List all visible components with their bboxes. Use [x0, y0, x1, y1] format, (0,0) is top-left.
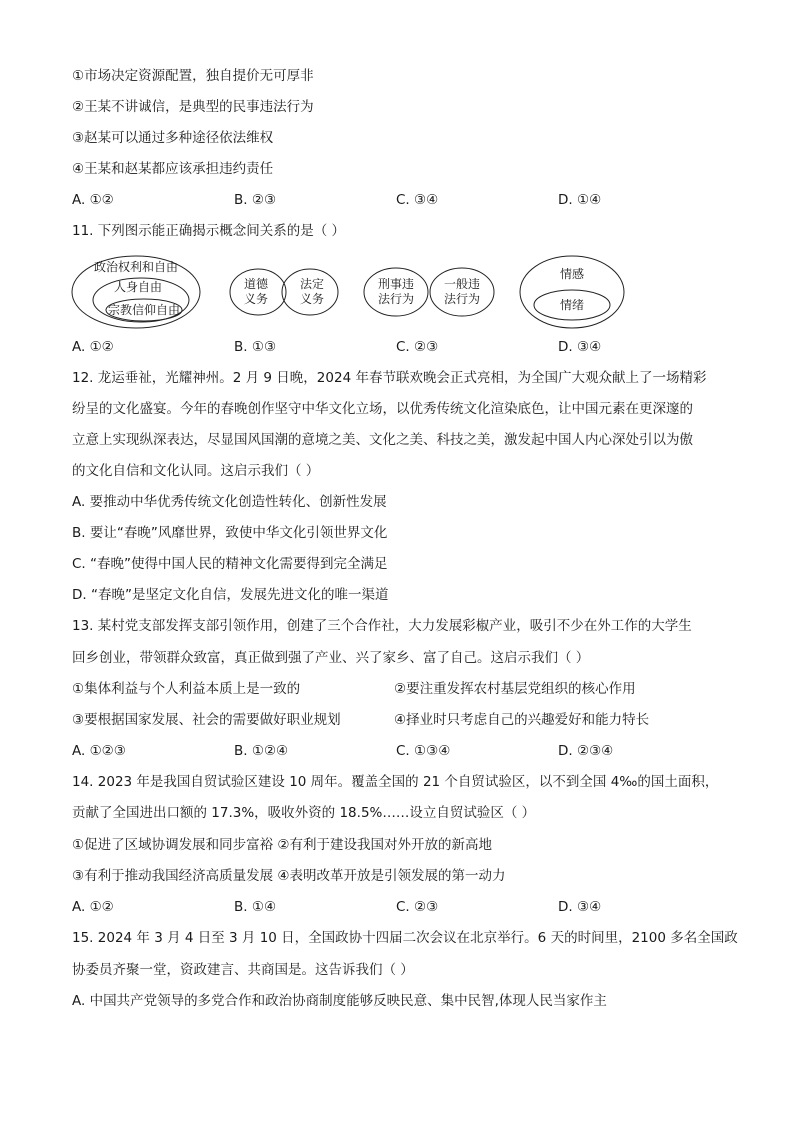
- fig1-mid-label: 人身自由: [113, 280, 163, 294]
- q11-figures: [70, 252, 710, 332]
- fig4-inner-label: 情绪: [559, 298, 585, 312]
- fig3-left-label-1: 刑事违: [377, 277, 415, 291]
- q13-item-4: ④择业时只考虑自己的兴趣爱好和能力特长: [394, 712, 650, 728]
- fig3-right-label-2: 法行为: [443, 292, 481, 306]
- fig1-inner-label: 宗教信仰自由: [107, 303, 181, 317]
- q10-item-2: ②王某不讲诚信，是典型的民事违法行为: [72, 99, 314, 115]
- q10-option-d: D. ①④: [558, 192, 602, 208]
- fig3-left-label-2: 法行为: [377, 292, 415, 306]
- fig2-left-label-2: 义务: [243, 292, 269, 306]
- q14-line-1: 14. 2023 年是我国自贸试验区建设 10 周年。覆盖全国的 21 个自贸试验区，以不到全国 4‰的国土面积，: [72, 774, 719, 790]
- q14-items-row-2: ③有利于推动我国经济高质量发展 ④表明改革开放是引领发展的第一动力: [72, 868, 506, 884]
- q14-option-d: D. ③④: [558, 899, 602, 915]
- q12-option-a: A. 要推动中华优秀传统文化创造性转化、创新性发展: [72, 494, 387, 510]
- q10-item-3: ③赵某可以通过多种途径依法维权: [72, 130, 274, 146]
- q13-line-2: 回乡创业，带领群众致富，真正做到强了产业、兴了家乡、富了自己。这启示我们（ ）: [72, 650, 590, 666]
- q10-option-a: A. ①②: [72, 192, 114, 208]
- q12-line-4: 的文化自信和文化认同。这启示我们（ ）: [72, 463, 320, 479]
- q11-option-c: C. ②③: [396, 339, 439, 355]
- q15-line-2: 协委员齐聚一堂，资政建言、共商国是。这告诉我们（ ）: [72, 962, 414, 978]
- q10-item-4: ④王某和赵某都应该承担违约责任: [72, 161, 274, 177]
- q14-option-c: C. ②③: [396, 899, 439, 915]
- fig2-right-label-2: 义务: [299, 292, 325, 306]
- q11-figure-4: [520, 256, 624, 328]
- q10-item-1: ①市场决定资源配置，独自提价无可厚非: [72, 68, 314, 84]
- q14-line-2: 贡献了全国进出口额的 17.3%，吸收外资的 18.5%……设立自贸试验区（ ）: [72, 805, 536, 821]
- q13-option-a: A. ①②③: [72, 743, 126, 759]
- q11-option-d: D. ③④: [558, 339, 602, 355]
- fig2-right-label-1: 法定: [299, 277, 325, 291]
- q13-item-2: ②要注重发挥农村基层党组织的核心作用: [394, 681, 636, 697]
- q14-items-row-1: ①促进了区域协调发展和同步富裕 ②有利于建设我国对外开放的新高地: [72, 837, 492, 853]
- q12-line-2: 纷呈的文化盛宴。今年的春晚创作坚守中华文化立场，以优秀传统文化渲染底色，让中国元素在更深邃的: [72, 401, 693, 417]
- fig2-left-label-1: 道德: [243, 277, 269, 291]
- q10-option-b: B. ②③: [234, 192, 277, 208]
- q11-figure-2: [230, 269, 338, 315]
- q12-option-d: D. “春晚”是坚定文化自信，发展先进文化的唯一渠道: [72, 587, 389, 603]
- q13-item-3: ③要根据国家发展、社会的需要做好职业规划: [72, 712, 341, 728]
- q14-option-b: B. ①④: [234, 899, 277, 915]
- q11-figure-1: [72, 256, 200, 328]
- q12-option-c: C. “春晚”使得中国人民的精神文化需要得到完全满足: [72, 556, 388, 572]
- q13-item-1: ①集体利益与个人利益本质上是一致的: [72, 681, 301, 697]
- q12-line-3: 立意上实现纵深表达，尽显国风国潮的意境之美、文化之美、科技之美，激发起中国人内心深处引以为傲: [72, 432, 693, 448]
- q15-option-a: A. 中国共产党领导的多党合作和政治协商制度能够反映民意、集中民智,体现人民当家作主: [72, 993, 607, 1009]
- q13-option-b: B. ①②④: [234, 743, 289, 759]
- q11-figure-3: [364, 268, 494, 316]
- q10-option-c: C. ③④: [396, 192, 439, 208]
- q12-line-1: 12. 龙运垂祉，光耀神州。2 月 9 日晚，2024 年春节联欢晚会正式亮相，为全国广大观众献上了一场精彩: [72, 370, 707, 386]
- q13-option-c: C. ①③④: [396, 743, 451, 759]
- fig3-right-label-1: 一般违: [443, 277, 481, 291]
- q14-option-a: A. ①②: [72, 899, 114, 915]
- fig1-outer-label: 政治权利和自由: [93, 260, 179, 274]
- q13-option-d: D. ②③④: [558, 743, 614, 759]
- q12-option-b: B. 要让“春晚”风靡世界，致使中华文化引领世界文化: [72, 525, 388, 541]
- q11-option-b: B. ①③: [234, 339, 277, 355]
- q11-stem: 11. 下列图示能正确揭示概念间关系的是（ ）: [72, 223, 346, 239]
- q15-line-1: 15. 2024 年 3 月 4 日至 3 月 10 日，全国政协十四届二次会议在北京举行。6 天的时间里，2100 多名全国政: [72, 930, 738, 946]
- fig4-outer-label: 情感: [559, 267, 585, 281]
- q13-line-1: 13. 某村党支部发挥支部引领作用，创建了三个合作社，大力发展彩椒产业，吸引不少在外工作的大学生: [72, 618, 692, 634]
- q11-option-a: A. ①②: [72, 339, 114, 355]
- q11-figures-svg: [70, 252, 710, 332]
